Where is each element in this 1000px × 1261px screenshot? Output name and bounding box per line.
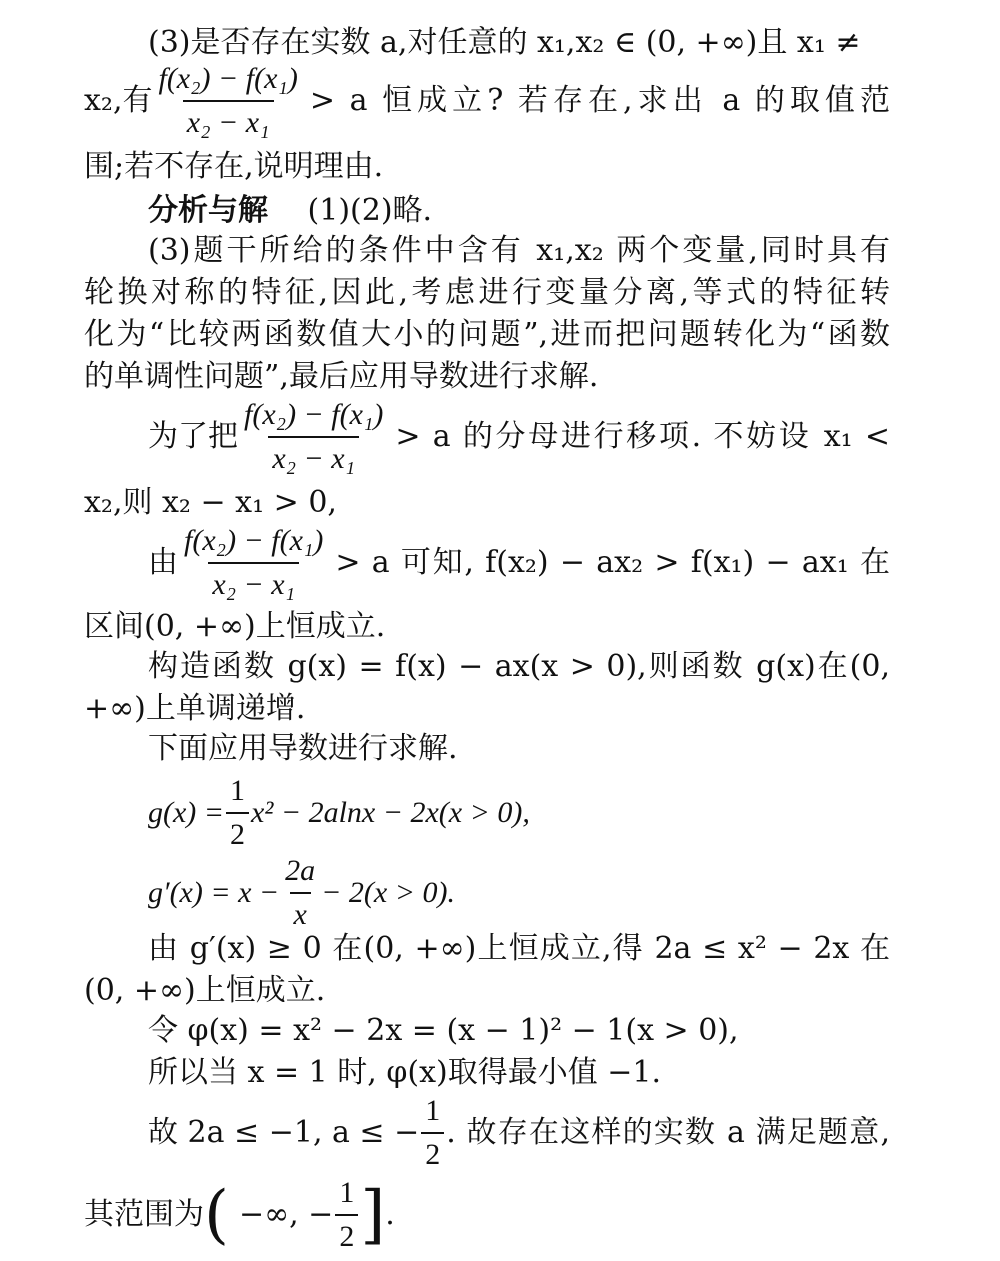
problem-text-1: (3)是否存在实数 a,对任意的 x₁,x₂ ∈ (0, +∞)且 x₁ ≠ [148,25,861,60]
equation-g-prime [148,856,1000,930]
analysis-heading-line [148,193,1000,228]
analysis-line-4 [84,359,1000,394]
problem-line-1 [148,25,890,60]
difference-quotient-fraction [154,64,301,138]
step3-text-3: 下面应用导数进行求解. [148,731,458,766]
step1-line [148,400,890,474]
eq2-pre: g′(x) = x − [148,876,280,909]
step3-line-3 [148,731,1000,766]
problem-line-2 [84,64,890,138]
left-paren: ( [204,1178,229,1252]
step1-post: > a 的分母进行移项. 不妨设 x₁ < [395,419,890,454]
step4-text-4: 所以当 x = 1 时, φ(x)取得最小值 −1. [148,1055,661,1090]
range-period: . [385,1197,395,1232]
step1-next: x₂,则 x₂ − x₁ > 0, [84,485,337,520]
step4-text-1: 由 g′(x) ≥ 0 在(0, +∞)上恒成立,得 2a ≤ x² − 2x 在 [148,931,890,966]
fraction-numerator: f(x₂) − f(x₁) [158,62,298,95]
fraction-denominator: x₂ − x₁ [183,100,274,138]
step3-text-2: +∞)上单调递增. [84,691,306,726]
step2-next: 区间(0, +∞)上恒成立. [84,609,386,644]
problem-text-2-pre: x₂,有 [84,83,153,118]
eq1-den: 2 [226,812,249,850]
eq2-den: x [290,892,311,930]
right-bracket: ] [360,1178,386,1252]
step1-fraction-denominator: x₂ − x₁ [268,436,359,474]
conclusion-post: . 故存在这样的实数 a 满足题意, [446,1115,890,1150]
analysis-text-3: 化为“比较两函数值大小的问题”,进而把问题转化为“函数 [84,317,890,352]
step4-line-4 [148,1055,1000,1090]
problem-text-3: 围;若不存在,说明理由. [84,149,384,184]
problem-text-2-post: > a 恒成立? 若存在,求出 a 的取值范 [309,83,890,118]
eq1-pre: g(x) = [148,796,225,829]
step4-line-3 [148,1013,1000,1048]
analysis-line-1 [148,233,890,268]
range-inner: −∞, − [238,1197,334,1232]
step2-pre: 由 [148,545,178,580]
range-num: 1 [339,1176,355,1209]
range-pre: 其范围为 [84,1197,204,1232]
eq1-post: x² − 2alnx − 2x(x > 0), [251,796,530,829]
step2-line [148,526,890,600]
step3-line-2 [84,691,1000,726]
analysis-text-1: (3)题干所给的条件中含有 x₁,x₂ 两个变量,同时具有 [148,233,890,268]
step4-text-2: (0, +∞)上恒成立. [84,973,326,1008]
step2-fraction-denominator: x₂ − x₁ [208,562,299,600]
eq2-fraction [281,856,319,930]
conclusion-num: 1 [425,1094,441,1127]
analysis-heading: 分析与解 [148,193,268,228]
step1-fraction [240,400,387,474]
eq2-post: − 2(x > 0). [321,876,455,909]
step1-fraction-numerator: f(x₂) − f(x₁) [244,398,384,431]
conclusion-line [148,1096,890,1170]
step4-line-2 [84,973,1000,1008]
conclusion-pre: 故 2a ≤ −1, a ≤ − [148,1115,420,1150]
range-line [84,1178,1000,1252]
eq1-num: 1 [230,774,246,807]
step2-next-line [84,609,1000,644]
step1-pre: 为了把 [148,419,238,454]
step3-line-1 [148,649,890,684]
step2-fraction-numerator: f(x₂) − f(x₁) [184,524,324,557]
eq1-half-fraction [226,776,249,850]
analysis-line-2 [84,275,890,310]
analysis-text-2: 轮换对称的特征,因此,考虑进行变量分离,等式的特征转 [84,275,890,310]
analysis-text-4: 的单调性问题”,最后应用导数进行求解. [84,359,599,394]
step2-post: > a 可知, f(x₂) − ax₂ > f(x₁) − ax₁ 在 [335,545,890,580]
conclusion-fraction [421,1096,444,1170]
step4-line-1 [148,931,890,966]
range-den: 2 [335,1214,358,1252]
range-fraction [335,1178,358,1252]
step1-next-line [84,485,1000,520]
step3-text-1: 构造函数 g(x) = f(x) − ax(x > 0),则函数 g(x)在(0, [148,649,890,684]
eq2-num: 2a [285,854,316,887]
analysis-brief: (1)(2)略. [307,193,433,228]
step4-text-3: 令 φ(x) = x² − 2x = (x − 1)² − 1(x > 0), [148,1013,739,1048]
equation-g [148,776,1000,850]
conclusion-den: 2 [421,1132,444,1170]
problem-line-3 [84,149,1000,184]
step2-fraction [180,526,327,600]
analysis-line-3 [84,317,890,352]
